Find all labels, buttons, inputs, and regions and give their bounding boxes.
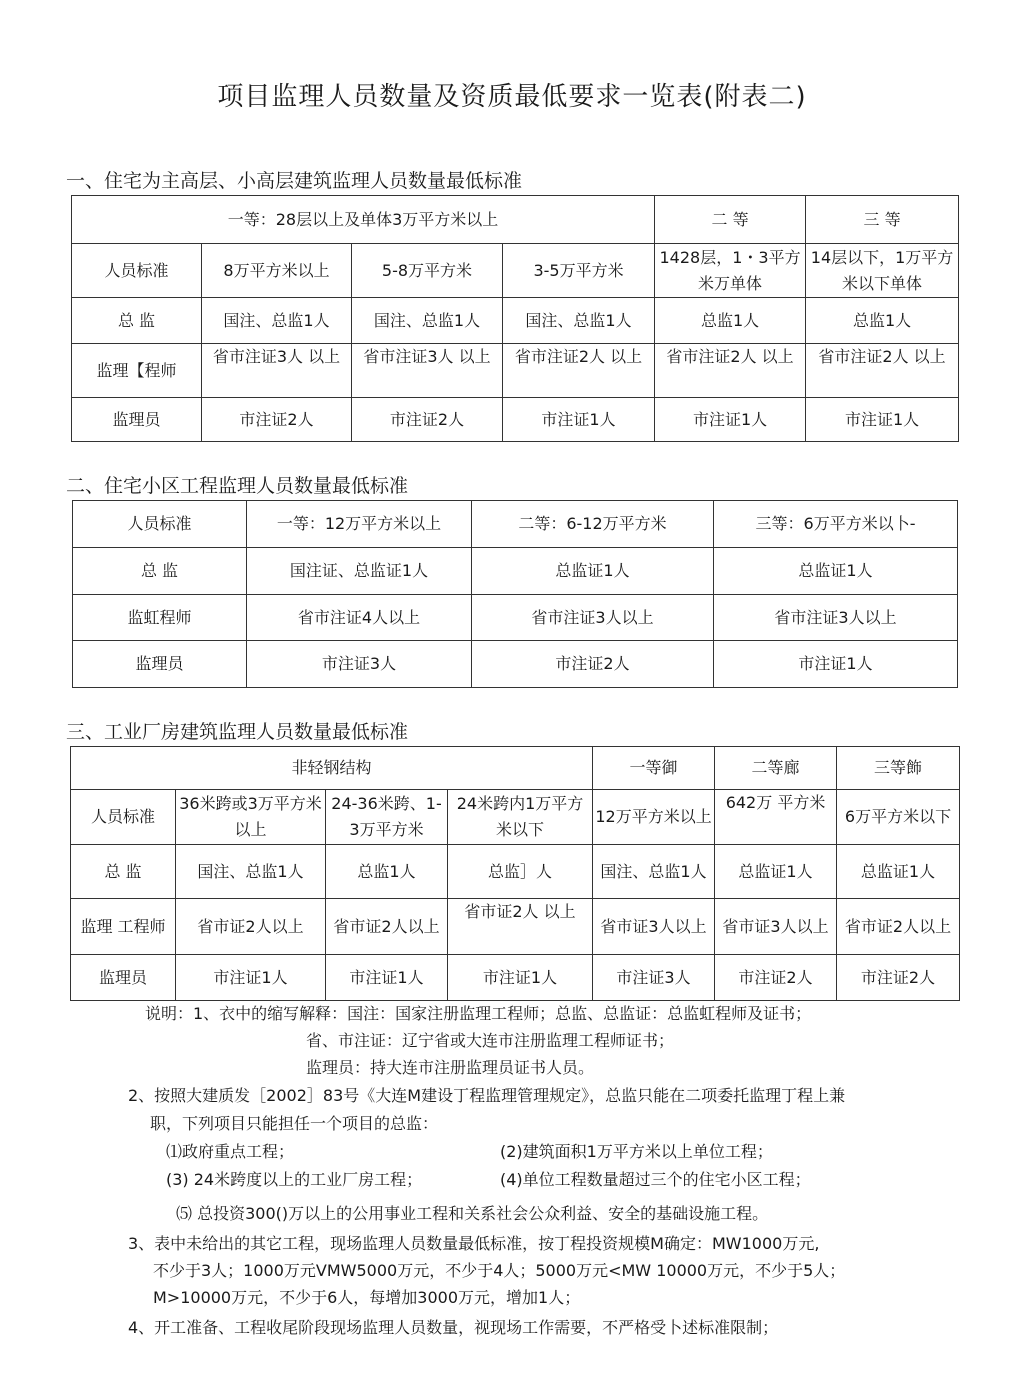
table-cell: 市注证1人 [448, 955, 593, 1001]
table-cell: 市注证2人 [715, 955, 837, 1001]
note-line: 不少于3人；1000万元VMW5000万元，不少于4人；5000万元<MW 10000万元，不少于5人； [153, 1261, 846, 1280]
note-line: M>10000万元，不少于6人，每增加3000万元，增加1人； [153, 1288, 581, 1307]
header-cell: 一等：28层以上及单体3万平方米以上 [72, 196, 655, 244]
row-label: 监理 工程师 [71, 899, 176, 955]
table-cell: 24-36米跨、1-3万平方米 [326, 790, 448, 845]
row-label: 监理员 [73, 641, 247, 688]
table-cell: 市注证1人 [655, 398, 806, 442]
table-cell: 市注证1人 [176, 955, 326, 1001]
table-row [73, 501, 958, 548]
table-row [71, 790, 960, 845]
header-cell: 二 等 [655, 196, 806, 244]
section2-heading: 二、住宅小区工程监理人员数量最低标准 [66, 475, 409, 497]
row-label: 人员标准 [72, 244, 202, 298]
note-line: 职，下列项目只能担任一个项目的总监： [150, 1114, 439, 1133]
table-cell: 省市证2人 以上 [448, 899, 593, 955]
table-cell: 市注证2人 [472, 641, 714, 688]
table-row [72, 344, 959, 398]
table-cell: 642万 平方米 [715, 790, 837, 845]
table-highrise-staffing [71, 195, 959, 442]
row-label: 监理员 [71, 955, 176, 1001]
table-cell: 1428层，1・3平方米万单体 [655, 244, 806, 298]
note-line: 监理员：持大连市注册监理员证书人员。 [306, 1058, 595, 1077]
table-cell: 总监1人 [806, 298, 959, 344]
table-cell: 12万平方米以上 [593, 790, 715, 845]
row-label: 监理【程师 [72, 344, 202, 398]
table-cell: 5-8万平方米 [352, 244, 503, 298]
table-residential-staffing [72, 500, 958, 688]
table-row [72, 298, 959, 344]
table-cell: 省市证2人以上 [837, 899, 960, 955]
note-line: (3) 24米跨度以上的工业厂房工程； [166, 1170, 423, 1189]
table-cell: 市注证1人 [326, 955, 448, 1001]
row-label: 人员标准 [71, 790, 176, 845]
note-line: 2、按照大建质发［2002］83号《大连M建设丁程监理管理规定》，总监只能在二项委托监理丁程上兼 [128, 1086, 846, 1105]
table-cell: 市注证2人 [837, 955, 960, 1001]
table-cell: 省市注证2人 以上 [655, 344, 806, 398]
table-cell: 省市注证2人 以上 [806, 344, 959, 398]
table-cell: 总监1人 [326, 845, 448, 899]
header-cell: 三 等 [806, 196, 959, 244]
table-cell: 国注、总监1人 [503, 298, 655, 344]
table-cell: 总监证1人 [714, 548, 958, 595]
table-cell: 一等：12万平方米以上 [247, 501, 472, 548]
table-cell: 省市注证3人 以上 [202, 344, 352, 398]
header-cell: 三等飾 [837, 747, 960, 790]
table-row [73, 641, 958, 688]
table-cell: 14层以下，1万平方米以下单体 [806, 244, 959, 298]
table-row [71, 955, 960, 1001]
table-cell: 省市证3人以上 [715, 899, 837, 955]
note-line: 4、开工准备、工程收尾阶段现场监理人员数量，视现场工作需要，不严格受卜述标准限制； [128, 1318, 779, 1337]
table-cell: 总监证1人 [837, 845, 960, 899]
table-cell: 国注、总监1人 [202, 298, 352, 344]
table-cell: 6万平方米以下 [837, 790, 960, 845]
table-row [73, 548, 958, 595]
table-cell: 市注证2人 [202, 398, 352, 442]
table-cell: 市注证1人 [806, 398, 959, 442]
note-line: (4)单位工程数量超过三个的住宅小区工程； [500, 1170, 811, 1189]
table-cell: 国注、总监1人 [593, 845, 715, 899]
table-cell: 市注证2人 [352, 398, 503, 442]
table-cell: 36米跨或3万平方米以上 [176, 790, 326, 845]
table-cell: 总监证1人 [472, 548, 714, 595]
row-label: 监理员 [72, 398, 202, 442]
table-row [73, 595, 958, 641]
table-cell: 省市注证3人以上 [472, 595, 714, 641]
header-cell: 二等廊 [715, 747, 837, 790]
table-cell: 市注证3人 [593, 955, 715, 1001]
table-row [72, 398, 959, 442]
row-label: 监虹程师 [73, 595, 247, 641]
row-label: 总 监 [71, 845, 176, 899]
table-cell: 市注证3人 [247, 641, 472, 688]
section1-heading: 一、住宅为主高层、小高层建筑监理人员数量最低标准 [66, 170, 523, 192]
table-cell: 国注、总监1人 [176, 845, 326, 899]
note-line: (2)建筑面积1万平方米以上单位工程； [500, 1142, 773, 1161]
table-cell: 市注证1人 [714, 641, 958, 688]
note-line: ⑴政府重点工程； [166, 1142, 295, 1161]
table-cell: 省市证3人以上 [593, 899, 715, 955]
table-industrial-staffing [70, 746, 960, 1001]
header-cell: 一等御 [593, 747, 715, 790]
table-cell: 省市证2人以上 [326, 899, 448, 955]
table-cell: 国注证、总监证1人 [247, 548, 472, 595]
table-cell: 省市证2人以上 [176, 899, 326, 955]
section3-heading: 三、工业厂房建筑监理人员数量最低标准 [66, 721, 409, 743]
table-cell: 总监证1人 [715, 845, 837, 899]
note-line: 省、市注证：辽宁省或大连市注册监理工程师证书； [306, 1031, 675, 1050]
table-cell: 8万平方米以上 [202, 244, 352, 298]
table-row [72, 244, 959, 298]
note-line: ⑸ 总投资300()万以上的公用事业工程和关系社会公众利益、安全的基础设施工程。 [176, 1204, 769, 1223]
table-cell: 国注、总监1人 [352, 298, 503, 344]
table-cell: 总监1人 [655, 298, 806, 344]
row-label: 总 监 [72, 298, 202, 344]
header-cell: 非轻钢结构 [71, 747, 593, 790]
row-label: 总 监 [73, 548, 247, 595]
page-title: 项目监理人员数量及资质最低要求一览表(附表二) [217, 82, 807, 112]
table-cell: 三等：6万平方米以卜- [714, 501, 958, 548]
table-cell: 二等：6-12万平方米 [472, 501, 714, 548]
row-label: 人员标准 [73, 501, 247, 548]
note-line: 3、表中未给出的其它工程，现场监理人员数量最低标准，按丁程投资规模M确定：MW1000万元, [128, 1234, 820, 1253]
table-cell: 3-5万平方米 [503, 244, 655, 298]
table-cell: 24米跨内1万平方米以下 [448, 790, 593, 845]
table-cell: 市注证1人 [503, 398, 655, 442]
table-row [71, 845, 960, 899]
table-row [71, 899, 960, 955]
table-cell: 省市注证3人 以上 [352, 344, 503, 398]
note-line: 说明：1、衣中的缩写解释：国注：国家注册监理工程师；总监、总监证：总监虹程师及证书； [145, 1004, 812, 1023]
table-cell: 省市注证3人以上 [714, 595, 958, 641]
table-cell: 总监］人 [448, 845, 593, 899]
table-cell: 省市注证4人以上 [247, 595, 472, 641]
table-cell: 省市注证2人 以上 [503, 344, 655, 398]
